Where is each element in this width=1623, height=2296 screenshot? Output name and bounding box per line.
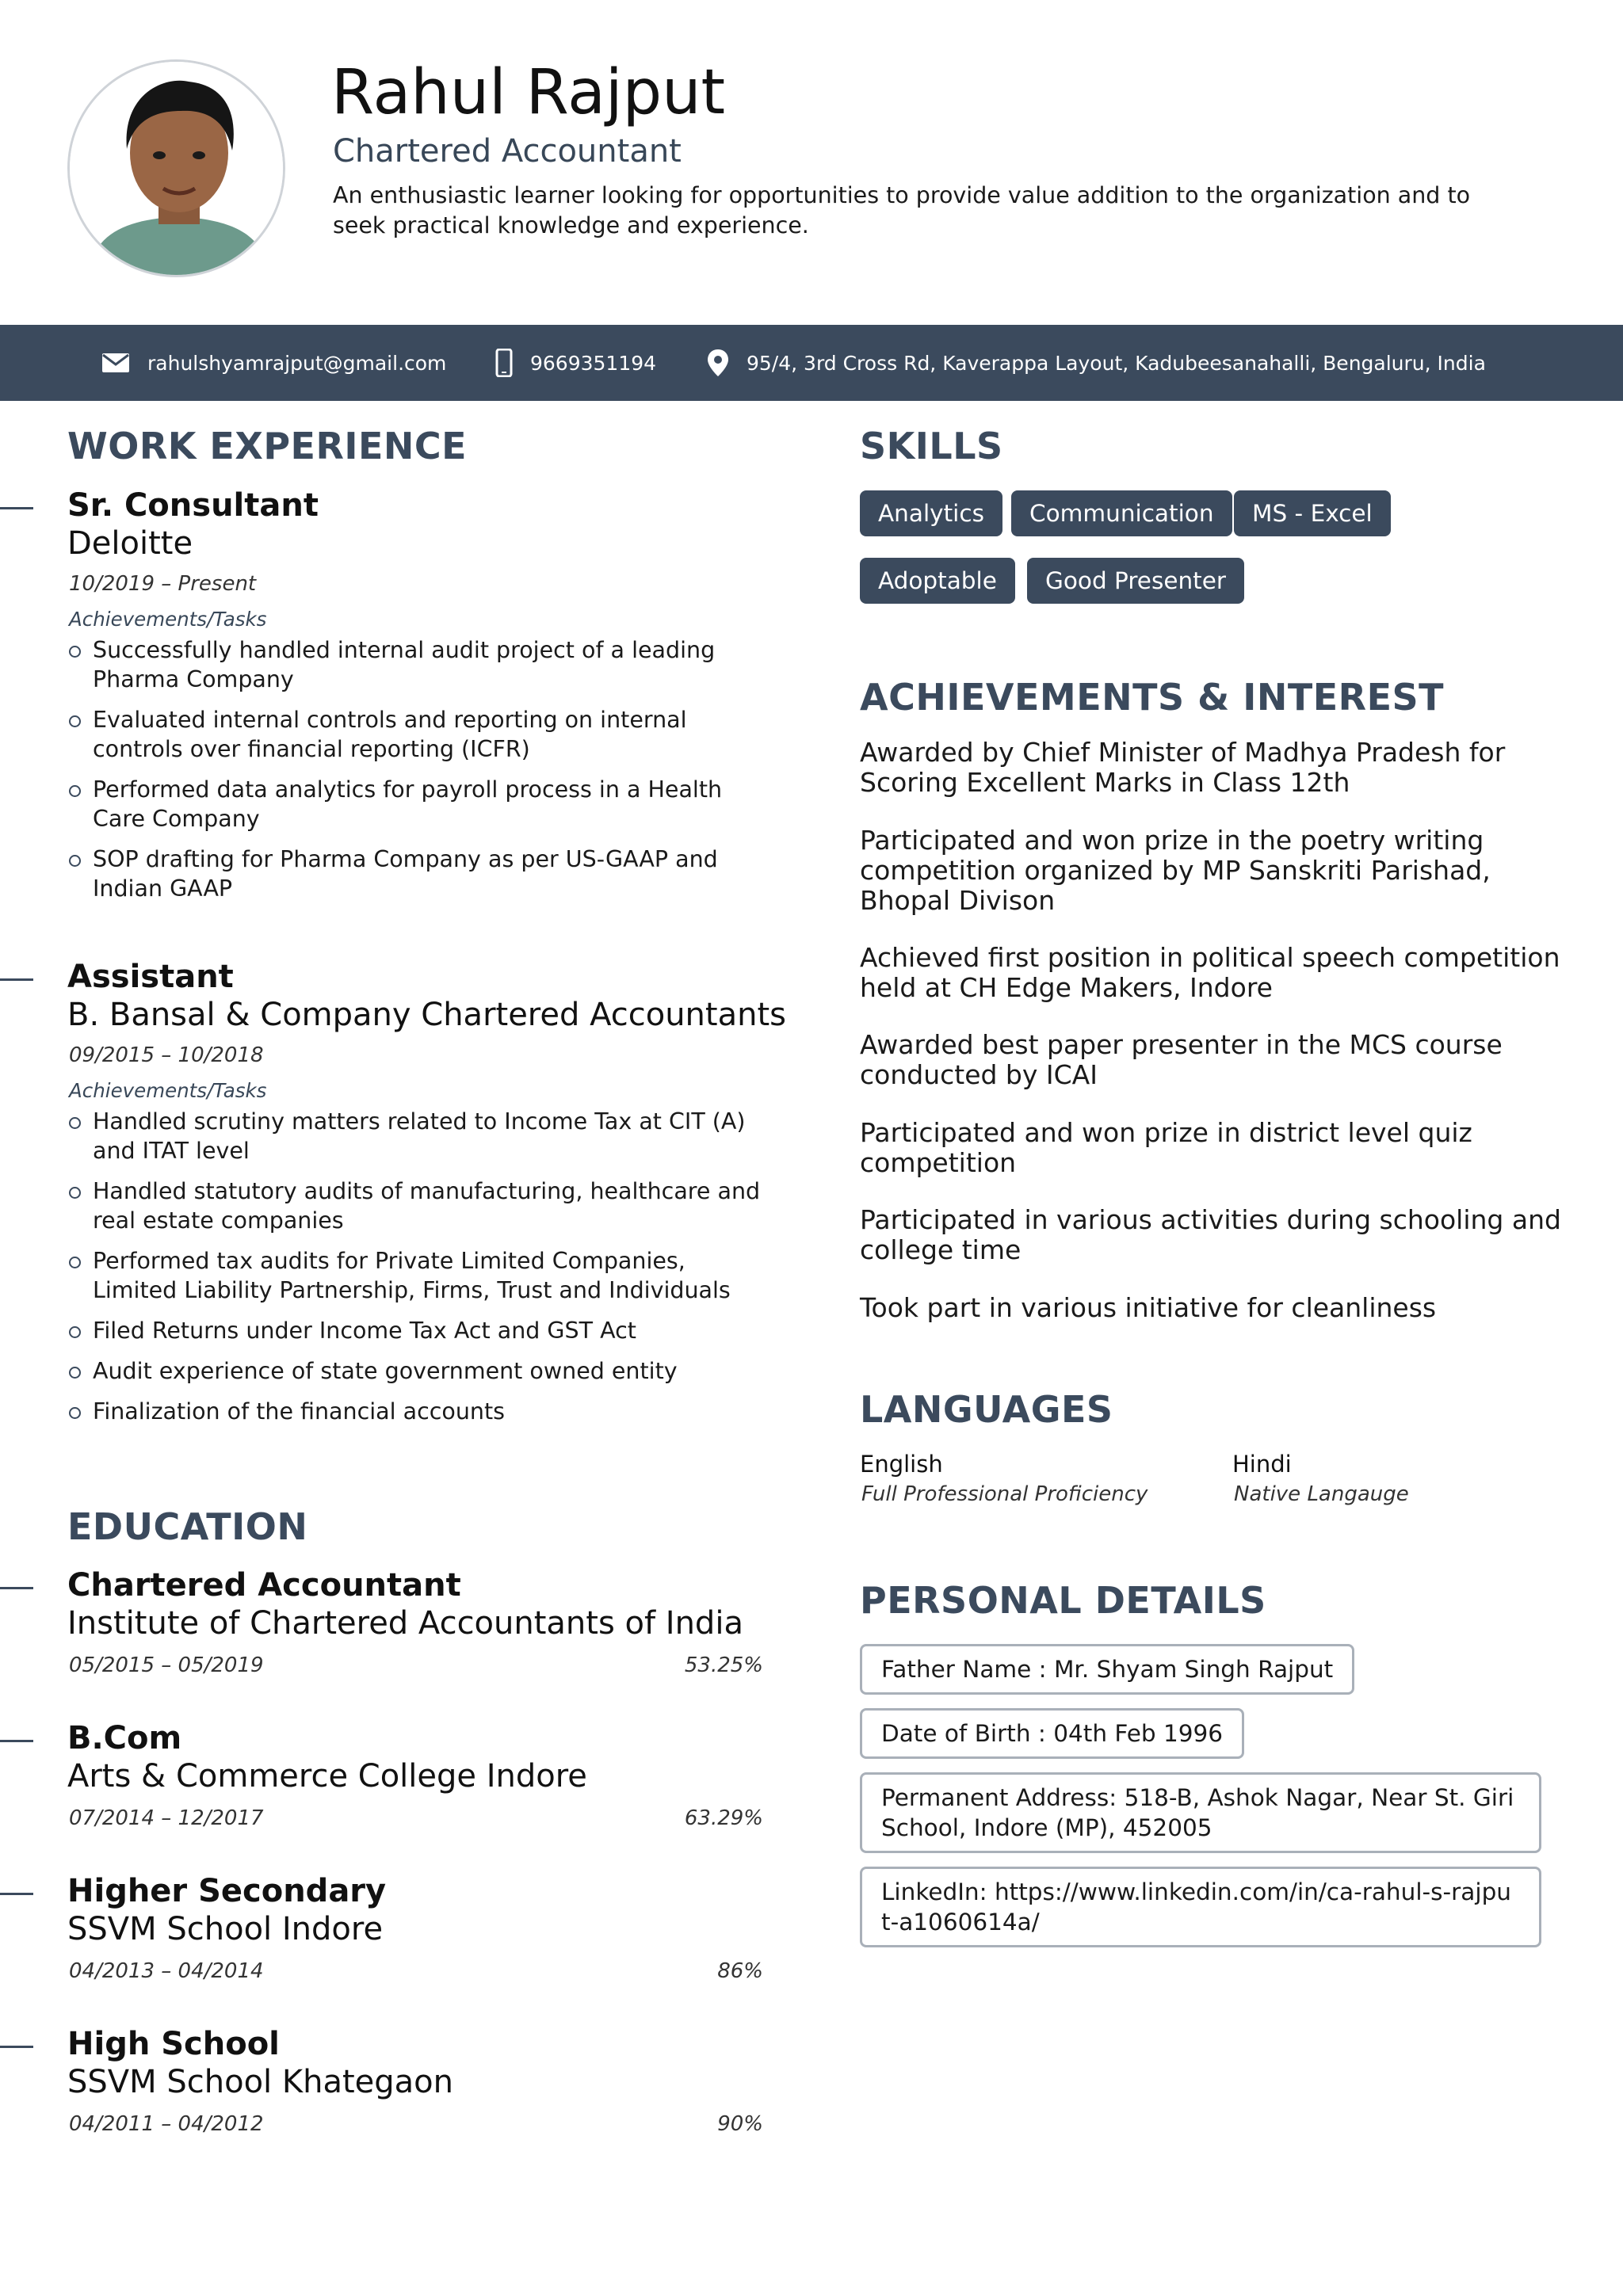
permanent-address-box: Permanent Address: 518-B, Ashok Nagar, Near St. Giri School, Indore (MP), 452005 xyxy=(860,1772,1541,1853)
achievements-heading: ACHIEVEMENTS & INTEREST xyxy=(860,676,1445,719)
company-name: B. Bansal & Company Chartered Accountants xyxy=(67,997,786,1033)
job-date: 10/2019 – Present xyxy=(69,572,257,596)
education-date: 05/2015 – 05/2019 xyxy=(69,1653,264,1677)
map-pin-icon xyxy=(707,349,729,377)
achievement-item: Awarded best paper presenter in the MCS course conducted by ICAI xyxy=(860,1029,1503,1090)
phone-text: 9669351194 xyxy=(530,351,657,375)
school-name: Arts & Commerce College Indore xyxy=(67,1758,587,1794)
timeline-marker xyxy=(0,507,33,509)
task-item: Evaluated internal controls and reporting on internal controls over financial reporting (ICFR) xyxy=(69,705,766,764)
language-name: English xyxy=(860,1451,943,1478)
education-date: 04/2013 – 04/2014 xyxy=(69,1959,264,1983)
education-date: 04/2011 – 04/2012 xyxy=(69,2112,264,2136)
timeline-marker xyxy=(0,978,33,981)
tasks-label: Achievements/Tasks xyxy=(69,1079,267,1102)
task-item: Performed tax audits for Private Limited Companies, Limited Liability Partnership, Firms, Trust and Individuals xyxy=(69,1246,766,1305)
achievement-item: Took part in various initiative for cleanliness xyxy=(860,1292,1437,1323)
achievement-item: Participated and won prize in the poetry writing competition organized by MP Sanskriti Parishad, Bhopal Divison xyxy=(860,825,1491,916)
contact-address xyxy=(707,325,1486,401)
summary-text: An enthusiastic learner looking for opportunities to provide value addition to the organization and to seek practical knowledge and experience. xyxy=(333,182,1471,238)
email-text: rahulshyamrajput@gmail.com xyxy=(147,351,447,375)
degree-title: High School xyxy=(67,2026,280,2062)
mobile-phone-icon xyxy=(495,349,513,377)
education-heading: EDUCATION xyxy=(67,1505,308,1548)
skill-tag: Communication xyxy=(1011,490,1232,536)
task-item: Filed Returns under Income Tax Act and GST Act xyxy=(69,1316,766,1345)
task-item: Performed data analytics for payroll process in a Health Care Company xyxy=(69,775,766,833)
education-grade: 63.29% xyxy=(684,1806,763,1830)
achievement-item: Awarded by Chief Minister of Madhya Pradesh for Scoring Excellent Marks in Class 12th xyxy=(860,737,1506,798)
task-item: Handled statutory audits of manufacturing, healthcare and real estate companies xyxy=(69,1177,766,1235)
achievement-item: Participated and won prize in district level quiz competition xyxy=(860,1117,1472,1178)
school-name: SSVM School Indore xyxy=(67,1911,384,1947)
linkedin-box[interactable]: LinkedIn: https://www.linkedin.com/in/ca-rahul-s-rajput-a1060614a/ xyxy=(860,1867,1541,1947)
school-name: SSVM School Khategaon xyxy=(67,2064,453,2100)
task-item: Finalization of the financial accounts xyxy=(69,1397,766,1426)
language-name: Hindi xyxy=(1232,1451,1292,1478)
timeline-marker xyxy=(0,2046,33,2048)
education-grade: 86% xyxy=(717,1959,763,1983)
envelope-icon xyxy=(101,353,130,373)
candidate-name: Rahul Rajput xyxy=(331,57,726,128)
father-name-box: Father Name : Mr. Shyam Singh Rajput xyxy=(860,1644,1354,1695)
task-item: Audit experience of state government owned entity xyxy=(69,1356,766,1386)
candidate-role: Chartered Accountant xyxy=(333,133,682,170)
education-date: 07/2014 – 12/2017 xyxy=(69,1806,264,1830)
skill-tag: MS - Excel xyxy=(1234,490,1391,536)
task-list xyxy=(69,635,766,914)
achievement-item: Achieved first position in political speech competition held at CH Edge Makers, Indore xyxy=(860,942,1560,1003)
degree-title: Chartered Accountant xyxy=(67,1567,461,1604)
education-grade: 53.25% xyxy=(684,1653,763,1677)
job-date: 09/2015 – 10/2018 xyxy=(69,1043,264,1067)
school-name: Institute of Chartered Accountants of India xyxy=(67,1605,743,1642)
task-item: Successfully handled internal audit project of a leading Pharma Company xyxy=(69,635,766,694)
address-text: 95/4, 3rd Cross Rd, Kaverappa Layout, Kadubeesanahalli, Bengaluru, India xyxy=(747,351,1486,375)
resume-header xyxy=(0,0,1623,325)
degree-title: B.Com xyxy=(67,1720,182,1756)
job-title: Assistant xyxy=(67,959,234,995)
task-item: Handled scrutiny matters related to Income Tax at CIT (A) and ITAT level xyxy=(69,1107,766,1165)
job-title: Sr. Consultant xyxy=(67,487,319,524)
date-of-birth-box: Date of Birth : 04th Feb 1996 xyxy=(860,1708,1244,1759)
achievement-item: Participated in various activities during schooling and college time xyxy=(860,1204,1561,1265)
degree-title: Higher Secondary xyxy=(67,1873,387,1909)
skill-tag: Good Presenter xyxy=(1027,558,1244,604)
skill-tag: Adoptable xyxy=(860,558,1015,604)
contact-phone[interactable] xyxy=(495,325,656,401)
contact-email[interactable] xyxy=(101,325,446,401)
tasks-label: Achievements/Tasks xyxy=(69,608,267,631)
task-list xyxy=(69,1107,766,1437)
work-experience-heading: WORK EXPERIENCE xyxy=(67,425,468,467)
profile-photo xyxy=(67,59,285,277)
personal-details-heading: PERSONAL DETAILS xyxy=(860,1579,1266,1622)
skill-tag: Analytics xyxy=(860,490,1002,536)
timeline-marker xyxy=(0,1587,33,1589)
skills-heading: SKILLS xyxy=(860,425,1003,467)
timeline-marker xyxy=(0,1893,33,1895)
language-level: Full Professional Proficiency xyxy=(861,1482,1148,1506)
company-name: Deloitte xyxy=(67,525,193,562)
education-grade: 90% xyxy=(717,2112,763,2136)
language-level: Native Langauge xyxy=(1234,1482,1409,1506)
languages-heading: LANGUAGES xyxy=(860,1388,1113,1431)
contact-bar xyxy=(0,325,1623,401)
person-avatar-icon xyxy=(70,62,285,277)
timeline-marker xyxy=(0,1740,33,1742)
task-item: SOP drafting for Pharma Company as per US-GAAP and Indian GAAP xyxy=(69,845,766,903)
